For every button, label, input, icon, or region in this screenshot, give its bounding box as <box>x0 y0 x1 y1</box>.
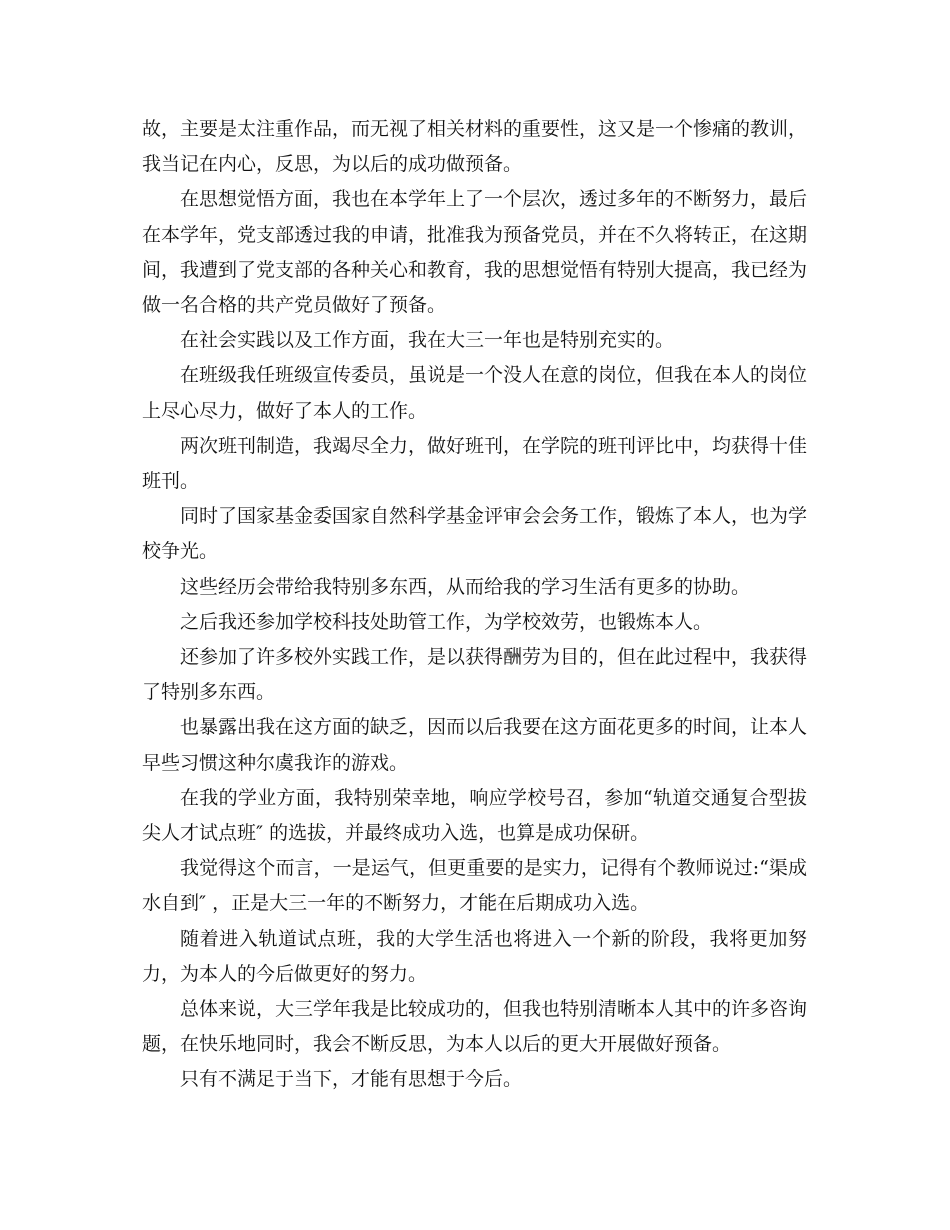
paragraph: 同时了国家基金委国家自然科学基金评审会会务工作，锻炼了本人，也为学校争光。 <box>142 505 808 563</box>
paragraph: 在思想觉悟方面，我也在本学年上了一个层次，透过多年的不断努力，最后在本学年，党支部透过我的申请，批准我为预备党员，并在不久将转正，在这期间，我遭到了党支部的各种关心和教育，我的思想觉悟有特别大提高，我已经为做一名合格的共产党员做好了预备。 <box>142 188 808 317</box>
paragraph: 在班级我任班级宣传委员，虽说是一个没人在意的岗位，但我在本人的岗位上尽心尽力，做好了本人的工作。 <box>142 364 808 422</box>
paragraph: 在社会实践以及工作方面，我在大三一年也是特别充实的。 <box>180 329 675 352</box>
paragraph: 故，主要是太注重作品，而无视了相关材料的重要性，这又是一个惨痛的教训，我当记在内心，反思，为以后的成功做预备。 <box>142 118 808 176</box>
paragraph: 之后我还参加学校科技处助管工作，为学校效劳，也锻炼本人。 <box>180 610 713 633</box>
paragraph: 总体来说，大三学年我是比较成功的，但我也特别清晰本人其中的许多咨询题，在快乐地同时，我会不断反思，为本人以后的更大开展做好预备。 <box>142 998 808 1056</box>
paragraph: 在我的学业方面，我特别荣幸地，响应学校号召，参加“轨道交通复合型拔尖人才试点班″ 的选拔，并最终成功入选，也算是成功保研。 <box>142 786 807 845</box>
document-body <box>142 112 807 1098</box>
paragraph: 我觉得这个而言，一是运气，但更重要的是实力，记得有个教师说过:“渠成水自到″ ，正是大三一年的不断努力，才能在后期成功入选。 <box>142 857 807 915</box>
paragraph: 只有不满足于当下，才能有思想于今后。 <box>180 1068 523 1091</box>
paragraph: 也暴露出我在这方面的缺乏，因而以后我要在这方面花更多的时间，让本人早些习惯这种尔虞我诈的游戏。 <box>142 716 808 774</box>
paragraph: 这些经历会带给我特别多东西，从而给我的学习生活有更多的协助。 <box>180 575 751 598</box>
paragraph: 随着进入轨道试点班，我的大学生活也将进入一个新的阶段，我将更加努力，为本人的今后做更好的努力。 <box>142 927 807 985</box>
paragraph: 还参加了许多校外实践工作，是以获得酬劳为目的，但在此过程中，我获得了特别多东西。 <box>142 646 808 704</box>
paragraph: 两次班刊制造，我竭尽全力，做好班刊，在学院的班刊评比中，均获得十佳班刊。 <box>142 434 808 493</box>
